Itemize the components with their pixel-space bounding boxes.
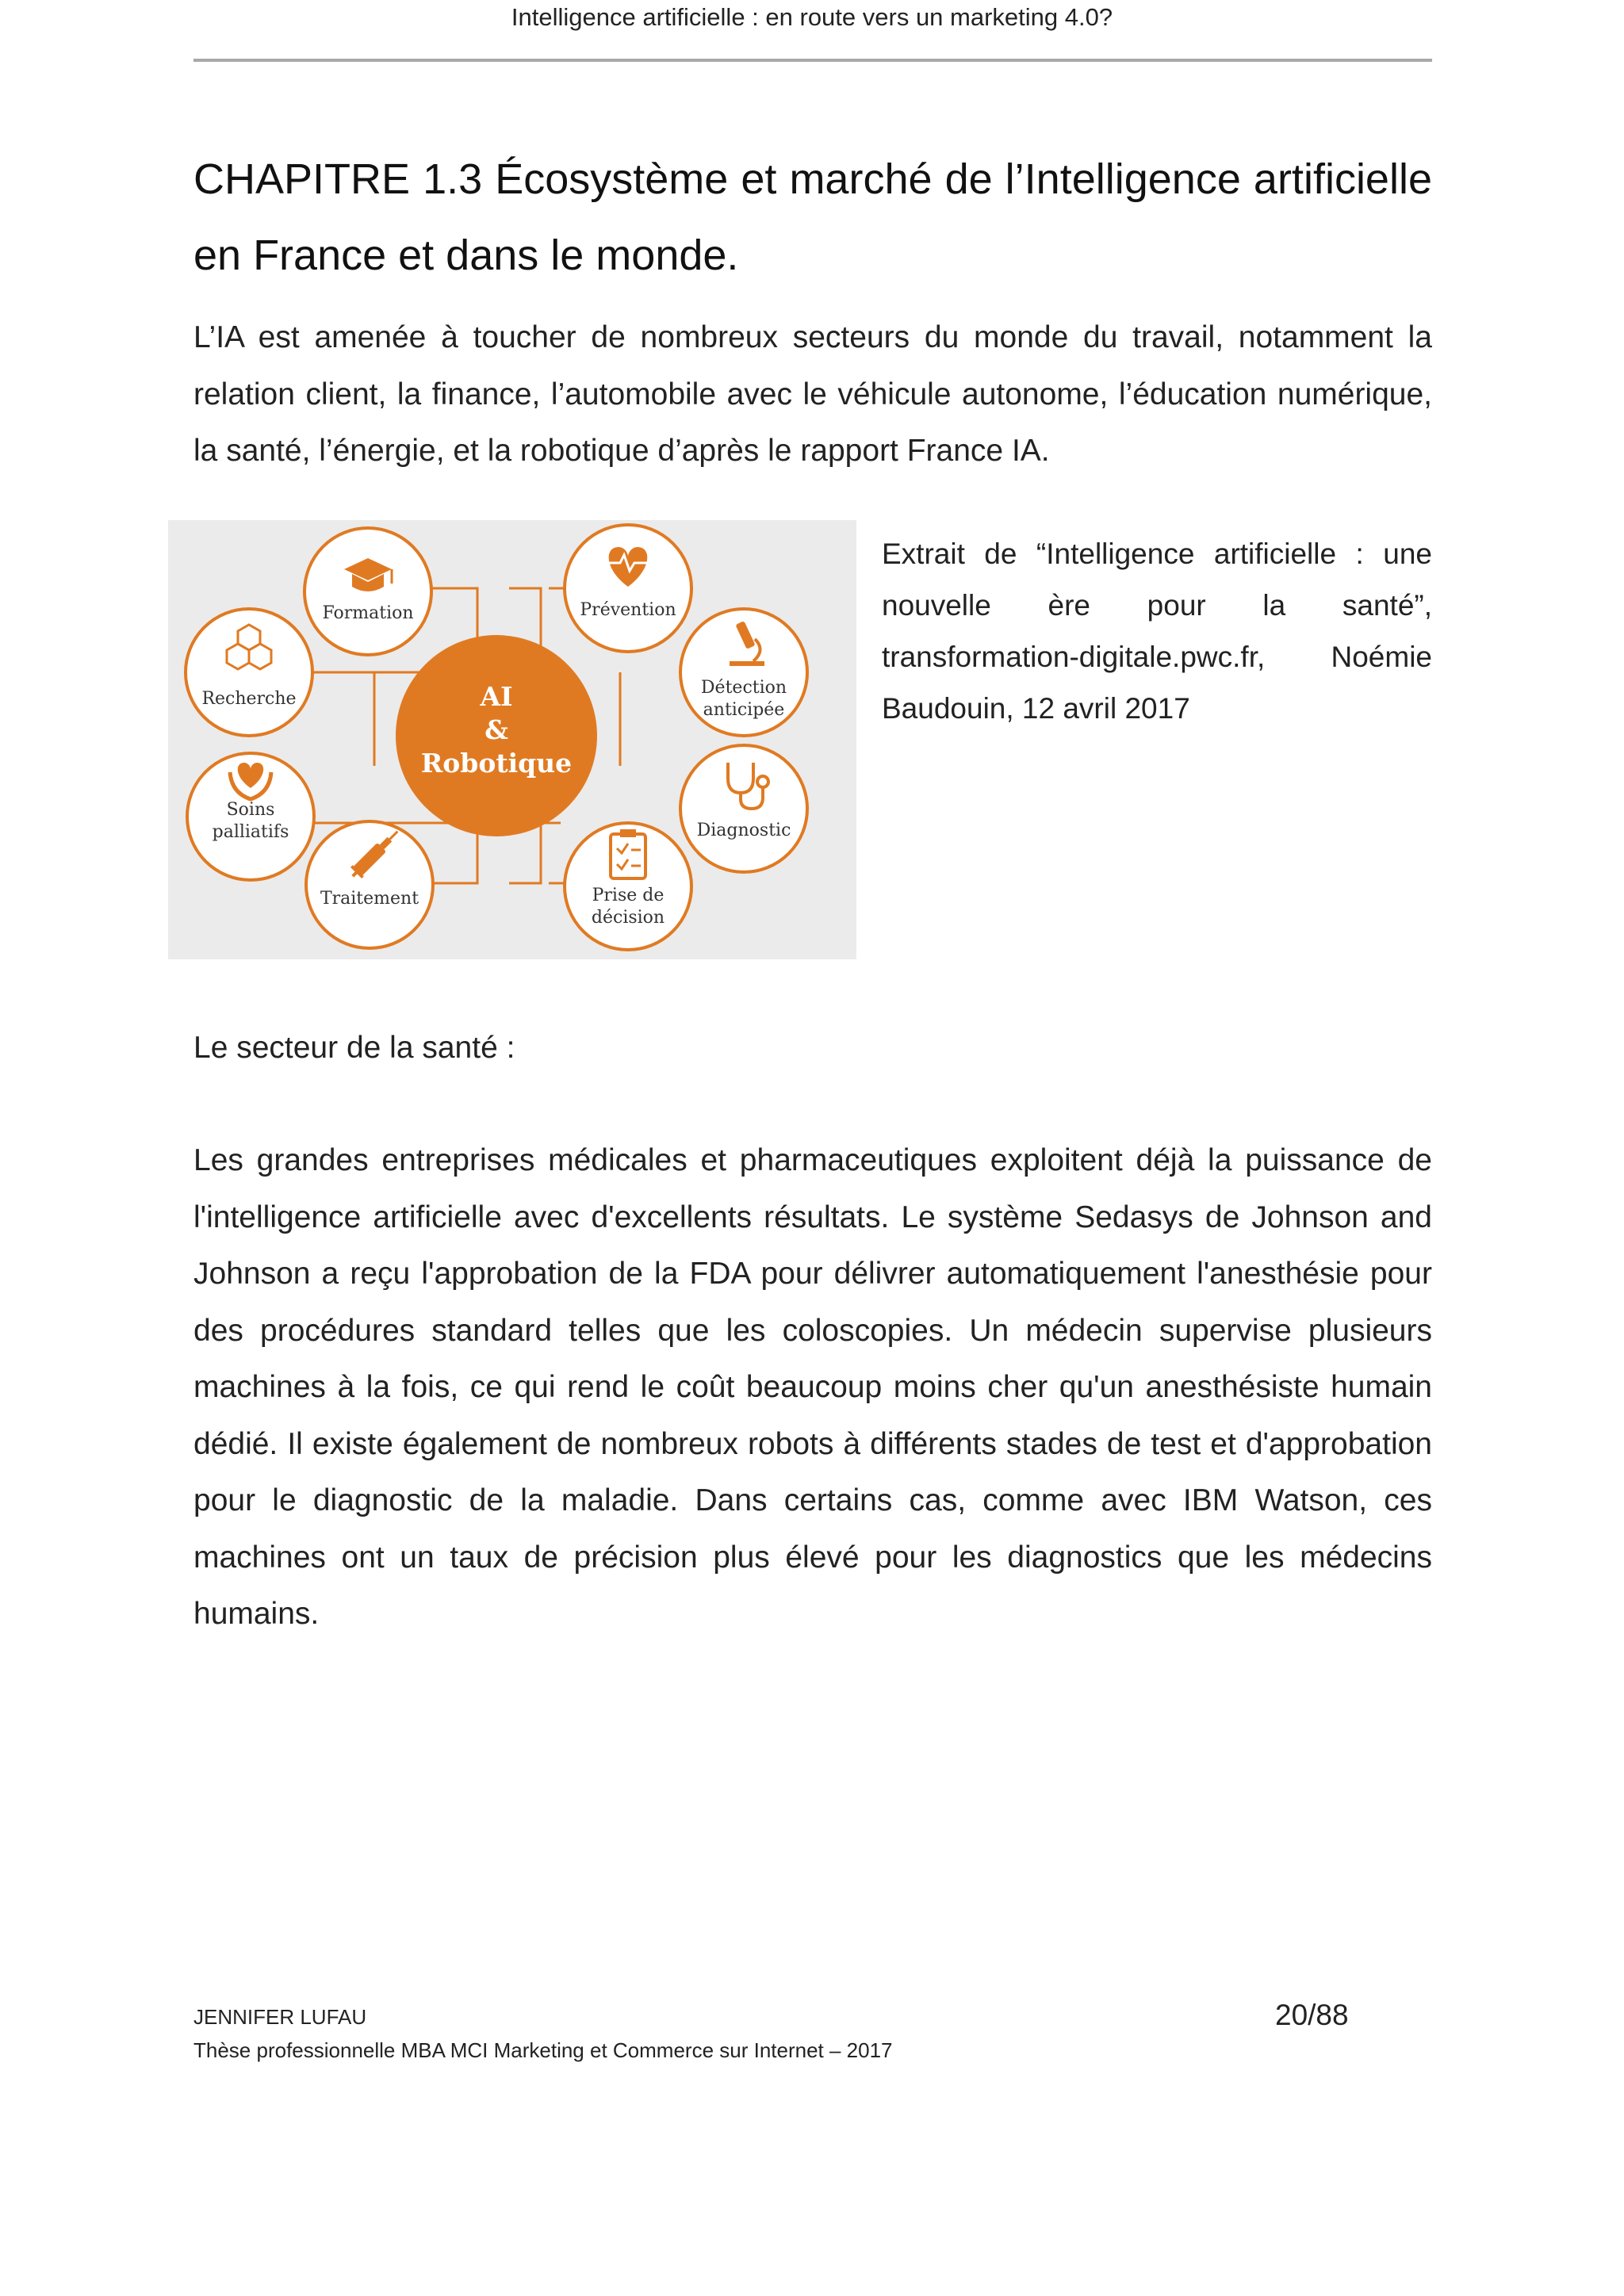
chapter-title: CHAPITRE 1.3 Écosystème et marché de l’Intelligence artificielle en France et dans le monde. [193,155,1432,279]
node-circle [565,525,691,652]
node-label: Prévention [580,600,676,620]
node-label: Traitement [320,889,419,909]
node-label: Détection [700,678,787,698]
node-label: Diagnostic [696,821,791,840]
footer-author: JENNIFER LUFAU [193,2005,367,2029]
node-soins [187,753,314,880]
node-label: Soins [226,800,275,820]
node-label: palliatifs [212,822,289,842]
node-label: Recherche [201,689,297,709]
node-circle [680,745,807,872]
running-header: Intelligence artificielle : en route vers un marketing 4.0? [511,3,1113,31]
page-number: 20/88 [1275,1999,1349,2031]
node-circle [186,609,312,736]
node-prevention [565,525,691,652]
node-formation [304,528,431,655]
center-node [396,635,597,836]
node-decision [565,823,691,950]
sante-paragraph: Les grandes entreprises médicales et pharmaceutiques exploitent déjà la puissance de l'intelligence artificielle avec d'excellents résultats. Le système Sedasys de Johnson and Johnson a reçu l'approbation de la FDA pour délivrer automatiquement l'anesthésie pour des procédures standard telles que les coloscopies. Un médecin supervise plusieurs machines à la fois, ce qui rend le coût beaucoup moins cher qu'un anesthésiste humain dédié. Il existe également de nombreux robots à différents stades de test et d'approbation pour le diagnostic de la maladie. Dans certains cas, comme avec IBM Watson, ces machines ont un taux de précision plus élevé pour les diagnostics que les médecins humains. [193,1143,1432,1631]
node-label: Prise de [592,886,665,905]
center-label-ai: AI [480,681,513,712]
node-circle [306,821,433,948]
header-rule [193,59,1432,62]
ai-robotique-figure [168,520,856,959]
center-label-robotique: Robotique [420,748,573,779]
center-label-and: & [485,714,508,745]
node-label: décision [591,908,665,928]
footer-thesis: Thèse professionnelle MBA MCI Marketing et Commerce sur Internet – 2017 [193,2038,893,2062]
node-detection [680,609,807,736]
ai-robotique-diagram [168,520,856,959]
figure-caption: Extrait de “Intelligence artificielle : une nouvelle ère pour la santé”, transformation-digitale.pwc.fr, Noémie Baudouin, 12 avril 2017 [882,538,1432,725]
node-label: anticipée [703,700,785,720]
node-traitement [306,821,433,948]
section-heading: Le secteur de la santé : [193,1031,515,1065]
node-diagnostic [680,745,807,872]
node-label: Formation [322,603,414,623]
intro-paragraph: L’IA est amenée à toucher de nombreux secteurs du monde du travail, notamment la relation client, la finance, l’automobile avec le véhicule autonome, l’éducation numérique, la santé, l’énergie, et la robotique d’après le rapport France IA. [193,320,1432,468]
node-recherche [186,609,312,736]
